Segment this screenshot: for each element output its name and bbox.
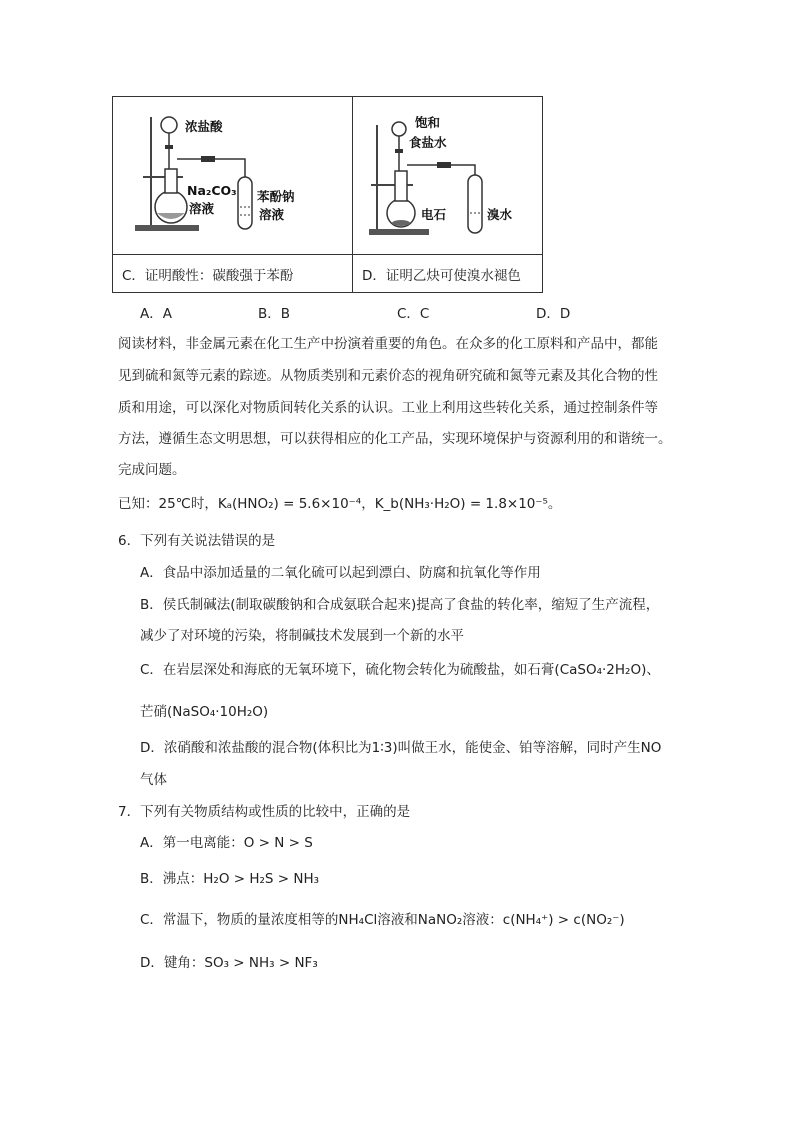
q7-stem: 7．下列有关物质结构或性质的比较中，正确的是 (118, 804, 411, 820)
q6-option-b-line2: 减少了对环境的污染，将制碱技术发展到一个新的水平 (140, 628, 464, 644)
label-funnel-top: 饱和 (415, 115, 441, 130)
option-a[interactable]: A．A (140, 306, 172, 322)
option-c[interactable]: C．C (397, 306, 430, 322)
q7-option-c[interactable]: C．常温下，物质的量浓度相等的NH₄Cl溶液和NaNO₂溶液：c(NH₄⁺) > c(NO₂⁻) (140, 912, 625, 928)
reading-line-3: 质和用途，可以深化对物质间转化关系的认识。工业上利用这些转化关系，通过控制条件等 (118, 400, 658, 416)
q6-option-c-line1[interactable]: C．在岩层深处和海底的无氧环境下，硫化物会转化为硫酸盐，如石膏(CaSO₄·2H₂O)、 (140, 662, 660, 678)
q7-option-b[interactable]: B．沸点：H₂O > H₂S > NH₃ (140, 871, 320, 887)
q6-stem: 6．下列有关说法错误的是 (118, 533, 276, 549)
q6-option-d-line2: 气体 (140, 772, 167, 788)
experiment-table (112, 96, 543, 293)
q6-option-c-line2: 芒硝(NaSO₄·10H₂O) (140, 704, 269, 720)
q6-option-b-line1[interactable]: B．侯氏制碱法(制取碳酸钠和合成氨联合起来)提高了食盐的转化率，缩短了生产流程， (140, 597, 660, 613)
q7-option-a[interactable]: A．第一电离能：O > N > S (140, 835, 313, 851)
option-b[interactable]: B．B (258, 306, 291, 322)
label-tube-reagent: 苯酚钠 (257, 189, 295, 204)
reading-line-4: 方法，遵循生态文明思想，可以获得相应的化工产品，实现环境保护与资源利用的和谐统一。 (118, 431, 672, 447)
q7-option-d[interactable]: D．键角：SO₃ > NH₃ > NF₃ (140, 955, 318, 971)
q6-option-a[interactable]: A．食品中添加适量的二氧化硫可以起到漂白、防腐和抗氧化等作用 (140, 565, 541, 581)
experiment-c-caption: C．证明酸性：碳酸强于苯酚 (113, 255, 353, 293)
label-solid: 电石 (421, 207, 447, 222)
q6-option-d-line1[interactable]: D．浓硝酸和浓盐酸的混合物(体积比为1∶3)叫做王水，能使金、铂等溶解，同时产生NO (140, 740, 662, 756)
reading-line-1: 阅读材料，非金属元素在化工生产中扮演着重要的角色。在众多的化工原料和产品中，都能 (118, 336, 658, 352)
experiment-d-caption: D．证明乙炔可使溴水褪色 (353, 255, 543, 293)
label-tube-solution: 溶液 (259, 207, 285, 222)
experiment-c-figure (113, 97, 353, 255)
apparatus-c-diagram (113, 97, 352, 250)
apparatus-d-diagram (353, 97, 542, 250)
option-d[interactable]: D．D (536, 306, 571, 322)
reading-line-5: 完成问题。 (118, 462, 186, 478)
reading-line-2: 见到硫和氮等元素的踪迹。从物质类别和元素价态的视角研究硫和氮等元素及其化合物的性 (118, 368, 658, 384)
label-flask-solution: 溶液 (189, 201, 215, 216)
label-acid: 浓盐酸 (185, 119, 223, 134)
label-tube: 溴水 (487, 207, 513, 222)
label-funnel-bottom: 食盐水 (409, 135, 447, 150)
label-flask-formula: Na₂CO₃ (187, 183, 237, 198)
known-constants: 已知：25℃时，Kₐ(HNO₂) = 5.6×10⁻⁴，K_b(NH₃·H₂O) = 1.8×10⁻⁵。 (118, 496, 562, 512)
experiment-d-figure (353, 97, 543, 255)
